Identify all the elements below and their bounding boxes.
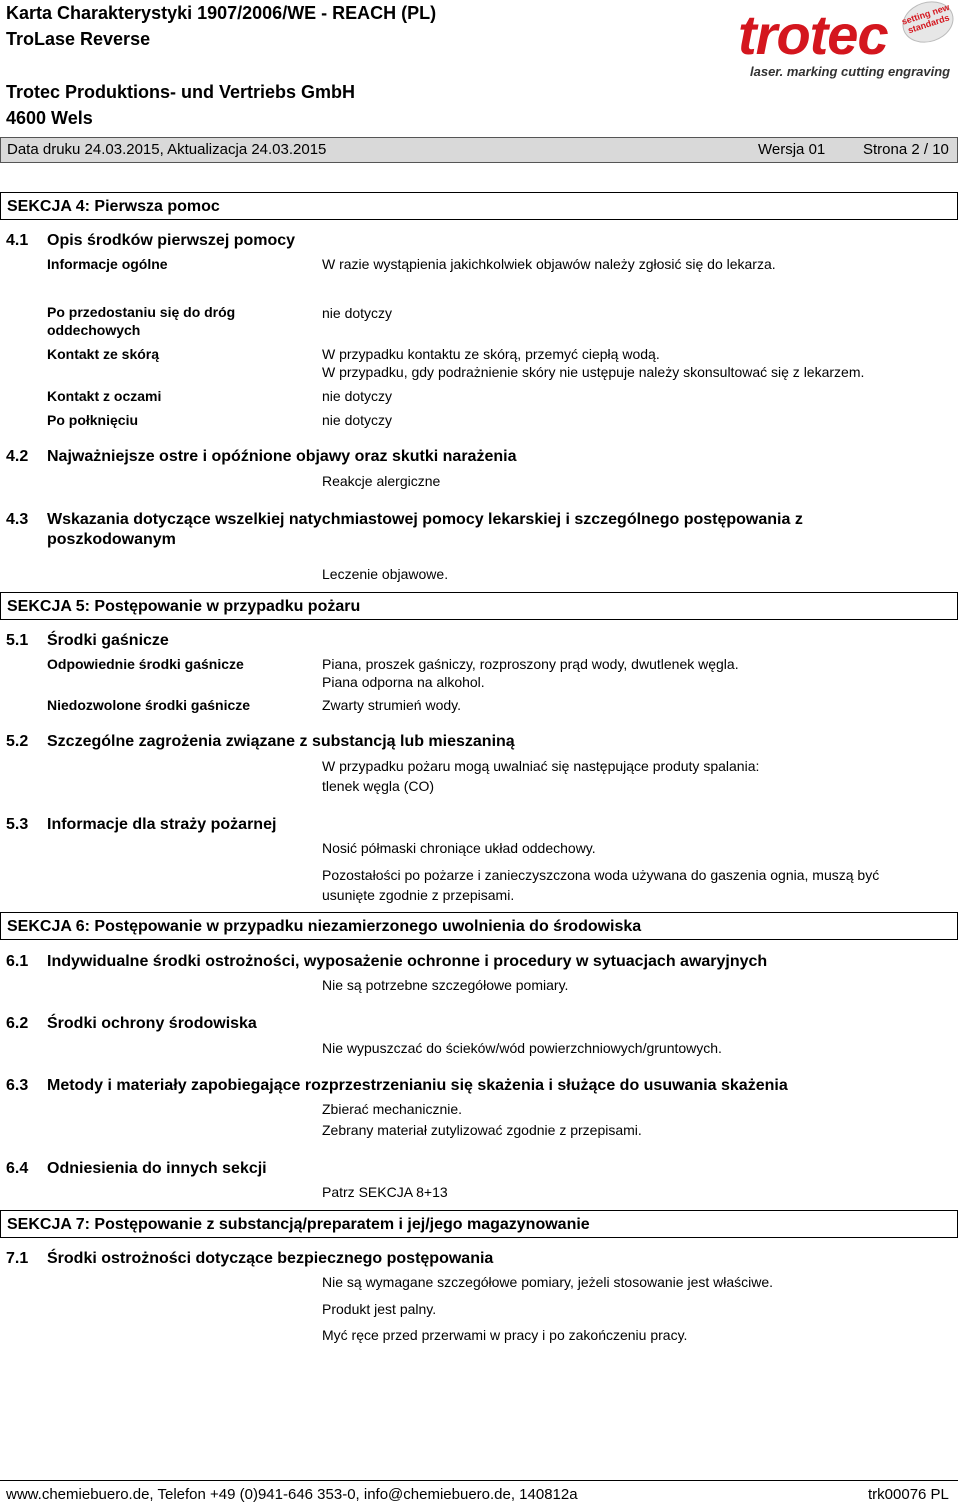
section-5-3-value-3: usunięte zgodnie z przepisami. xyxy=(322,887,515,903)
section-4-header: SEKCJA 4: Pierwsza pomoc xyxy=(0,192,958,220)
section-6-4-number: 6.4 xyxy=(6,1160,29,1177)
section-6-header: SEKCJA 6: Postępowanie w przypadku niezamierzonego uwolnienia do środowiska xyxy=(0,912,958,940)
section-7-1-number: 7.1 xyxy=(6,1250,29,1267)
section-5-3-value-2: Pozostałości po pożarze i zanieczyszczona woda używana do gaszenia ognia, muszą być xyxy=(322,867,880,883)
section-4-2-title: Najważniejsze ostre i opóźnione objawy oraz skutki narażenia xyxy=(47,448,517,465)
company-city: 4600 Wels xyxy=(6,108,93,128)
section-7-1-value-2: Produkt jest palny. xyxy=(322,1301,437,1317)
swallow-value: nie dotyczy xyxy=(322,412,393,428)
section-6-2-number: 6.2 xyxy=(6,1015,29,1032)
section-4-3-title-line1: Wskazania dotyczące wszelkiej natychmiastowej pomocy lekarskiej i szczególnego postępowania z xyxy=(47,511,803,528)
suitable-media-label: Odpowiednie środki gaśnicze xyxy=(47,656,244,672)
section-5-1-number: 5.1 xyxy=(6,632,29,649)
skin-contact-value-2: W przypadku, gdy podrażnienie skóry nie ustępuje należy skonsultować się z lekarzem. xyxy=(322,364,865,380)
section-7-1-title: Środki ostrożności dotyczące bezpiecznego postępowania xyxy=(47,1250,494,1267)
section-6-1-value: Nie są potrzebne szczegółowe pomiary. xyxy=(322,977,569,993)
section-6-2-value: Nie wypuszczać do ścieków/wód powierzchniowych/gruntowych. xyxy=(322,1040,722,1056)
footer-code: trk00076 PL xyxy=(868,1486,949,1503)
airways-label-line2: oddechowych xyxy=(47,322,141,338)
product-name: TroLase Reverse xyxy=(6,29,151,49)
skin-contact-value-1: W przypadku kontaktu ze skórą, przemyć ciepłą wodą. xyxy=(322,346,660,362)
swallow-label: Po połknięciu xyxy=(47,412,139,428)
section-4-3-title-line2: poszkodowanym xyxy=(47,531,176,548)
document-title: Karta Charakterystyki 1907/2006/WE - REACH (PL) xyxy=(6,3,437,23)
suitable-media-value-1: Piana, proszek gaśniczy, rozproszony prąd wody, dwutlenek węgla. xyxy=(322,656,739,672)
section-6-3-title: Metody i materiały zapobiegające rozprzestrzenianiu się skażenia i służące do usuwania skażenia xyxy=(47,1077,788,1094)
section-5-1-title: Środki gaśnicze xyxy=(47,632,169,649)
section-7-1-value-1: Nie są wymagane szczegółowe pomiary, jeżeli stosowanie jest właściwe. xyxy=(322,1274,774,1290)
general-info-label: Informacje ogólne xyxy=(47,256,168,272)
section-5-3-title: Informacje dla straży pożarnej xyxy=(47,816,277,833)
section-4-2-value: Reakcje alergiczne xyxy=(322,473,441,489)
print-meta-bar xyxy=(0,137,958,163)
section-5-2-value-1: W przypadku pożaru mogą uwalniać się następujące produty spalania: xyxy=(322,758,760,774)
section-5-3-value-1: Nosić półmaski chroniące układ oddechowy. xyxy=(322,840,596,856)
general-info-value: W razie wystąpienia jakichkolwiek objawów należy zgłosić się do lekarza. xyxy=(322,256,776,272)
section-4-3-number: 4.3 xyxy=(6,511,29,528)
skin-contact-label: Kontakt ze skórą xyxy=(47,346,160,362)
unsuitable-media-value: Zwarty strumień wody. xyxy=(322,697,461,713)
section-4-3-value: Leczenie objawowe. xyxy=(322,566,449,582)
section-5-3-number: 5.3 xyxy=(6,816,29,833)
section-6-4-title: Odniesienia do innych sekcji xyxy=(47,1160,267,1177)
suitable-media-value-2: Piana odporna na alkohol. xyxy=(322,674,485,690)
eye-contact-value: nie dotyczy xyxy=(322,388,393,404)
airways-label-line1: Po przedostaniu się do dróg xyxy=(47,304,236,320)
unsuitable-media-label: Niedozwolone środki gaśnicze xyxy=(47,697,251,713)
section-6-1-number: 6.1 xyxy=(6,953,29,970)
airways-value: nie dotyczy xyxy=(322,305,393,321)
section-5-2-title: Szczególne zagrożenia związane z substancją lub mieszaniną xyxy=(47,733,515,750)
section-6-4-value: Patrz SEKCJA 8+13 xyxy=(322,1184,448,1200)
section-6-3-value-1: Zbierać mechanicznie. xyxy=(322,1101,463,1117)
section-6-1-title: Indywidualne środki ostrożności, wyposażenie ochronne i procedury w sytuacjach awaryjnych xyxy=(47,953,768,970)
section-7-1-value-3: Myć ręce przed przerwami w pracy i po zakończeniu pracy. xyxy=(322,1327,688,1343)
section-4-2-number: 4.2 xyxy=(6,448,29,465)
footer-contact: www.chemiebuero.de, Telefon +49 (0)941-646 353-0, info@chemiebuero.de, 140812a xyxy=(6,1486,578,1503)
footer-divider xyxy=(0,1480,958,1481)
section-5-2-value-2: tlenek węgla (CO) xyxy=(322,778,435,794)
page-number: Strona 2 / 10 xyxy=(863,141,949,158)
print-date: Data druku 24.03.2015, Aktualizacja 24.03.2015 xyxy=(7,141,327,158)
section-4-1-title: Opis środków pierwszej pomocy xyxy=(47,232,296,249)
setting-new-standards-badge: setting new standards xyxy=(897,0,959,49)
company-name: Trotec Produktions- und Vertriebs GmbH xyxy=(6,82,356,102)
eye-contact-label: Kontakt z oczami xyxy=(47,388,162,404)
version: Wersja 01 xyxy=(758,141,826,158)
section-6-3-number: 6.3 xyxy=(6,1077,29,1094)
trotec-logo: trotec xyxy=(738,3,888,66)
section-7-header: SEKCJA 7: Postępowanie z substancją/preparatem i jej/jego magazynowanie xyxy=(0,1210,958,1238)
section-5-header: SEKCJA 5: Postępowanie w przypadku pożaru xyxy=(0,592,958,620)
section-4-1-number: 4.1 xyxy=(6,232,29,249)
section-5-2-number: 5.2 xyxy=(6,733,29,750)
section-6-2-title: Środki ochrony środowiska xyxy=(47,1015,257,1032)
section-6-3-value-2: Zebrany materiał zutylizować zgodnie z przepisami. xyxy=(322,1122,642,1138)
logo-tagline: laser. marking cutting engraving xyxy=(750,64,951,79)
